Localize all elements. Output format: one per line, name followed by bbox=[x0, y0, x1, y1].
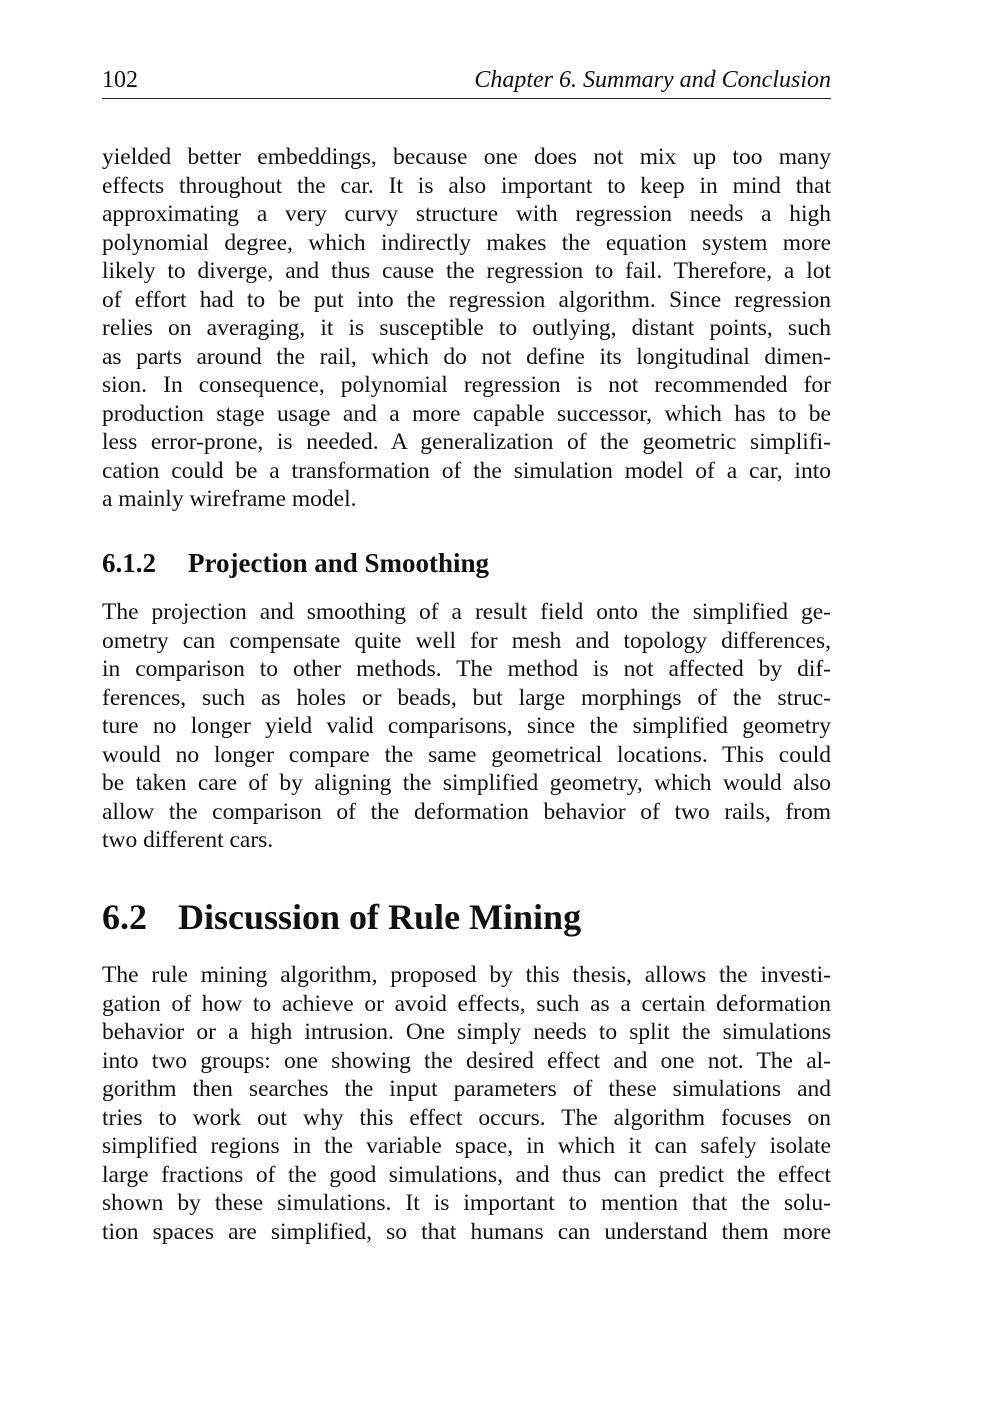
text-line: yielded better embeddings, because one does not mix up too many bbox=[102, 144, 831, 170]
section-heading-6-2 bbox=[102, 896, 581, 938]
text-line: cation could be a transformation of the simulation model of a car, into bbox=[102, 457, 831, 484]
text-line: a mainly wireframe model. bbox=[102, 486, 357, 512]
section-heading-6-1-2 bbox=[102, 548, 489, 579]
page-number: 102 bbox=[102, 67, 138, 93]
text-line: in comparison to other methods. The method is not affected by dif- bbox=[102, 656, 831, 682]
running-header bbox=[102, 64, 831, 99]
text-line: relies on averaging, it is susceptible to outlying, distant points, such bbox=[102, 315, 831, 341]
text-line: two different cars. bbox=[102, 827, 274, 853]
text-line: effects throughout the car. It is also important to keep in mind that bbox=[102, 172, 831, 199]
text-line: into two groups: one showing the desired effect and one not. The al- bbox=[102, 1047, 831, 1074]
section-number: 6.2 bbox=[102, 897, 147, 937]
text-line: would no longer compare the same geometrical locations. This could bbox=[102, 741, 831, 768]
text-line: approximating a very curvy structure with regression needs a high bbox=[102, 201, 831, 227]
section-title: Projection and Smoothing bbox=[188, 548, 490, 578]
text-line: The projection and smoothing of a result field onto the simplified ge- bbox=[102, 599, 831, 625]
text-line: behavior or a high intrusion. One simply needs to split the simulations bbox=[102, 1019, 831, 1045]
section-title: Discussion of Rule Mining bbox=[178, 897, 582, 937]
text-line: production stage usage and a more capable successor, which has to be bbox=[102, 400, 831, 427]
text-line: tries to work out why this effect occurs. The algorithm focuses on bbox=[102, 1104, 831, 1131]
text-line: as parts around the rail, which do not define its longitudinal dimen- bbox=[102, 343, 831, 370]
section-number: 6.1.2 bbox=[102, 548, 156, 578]
text-line: simplified regions in the variable space, in which it can safely isolate bbox=[102, 1133, 831, 1159]
paragraph-2 bbox=[102, 598, 831, 855]
text-line: large fractions of the good simulations, and thus can predict the effect bbox=[102, 1161, 831, 1188]
text-line: gorithm then searches the input parameters of these simulations and bbox=[102, 1076, 831, 1102]
text-line: less error-prone, is needed. A generalization of the geometric simplifi- bbox=[102, 429, 831, 455]
text-line: tion spaces are simplified, so that humans can understand them more bbox=[102, 1218, 831, 1245]
paragraph-3 bbox=[102, 961, 831, 1246]
text-line: ferences, such as holes or beads, but large morphings of the struc- bbox=[102, 684, 831, 711]
chapter-title: Chapter 6. Summary and Conclusion bbox=[474, 67, 831, 93]
text-line: sion. In consequence, polynomial regression is not recommended for bbox=[102, 372, 831, 398]
text-line: ture no longer yield valid comparisons, since the simplified geometry bbox=[102, 713, 831, 739]
text-line: polynomial degree, which indirectly makes the equation system more bbox=[102, 229, 831, 256]
paragraph-1 bbox=[102, 143, 831, 514]
text-line: be taken care of by aligning the simplified geometry, which would also bbox=[102, 770, 831, 796]
text-line: gation of how to achieve or avoid effects, such as a certain deformation bbox=[102, 990, 831, 1017]
text-line: allow the comparison of the deformation behavior of two rails, from bbox=[102, 798, 831, 825]
text-line: The rule mining algorithm, proposed by this thesis, allows the investi- bbox=[102, 962, 831, 988]
text-line: likely to diverge, and thus cause the regression to fail. Therefore, a lot bbox=[102, 258, 831, 284]
text-line: shown by these simulations. It is important to mention that the solu- bbox=[102, 1190, 831, 1216]
text-line: ometry can compensate quite well for mesh and topology differences, bbox=[102, 627, 831, 654]
text-line: of effort had to be put into the regression algorithm. Since regression bbox=[102, 286, 831, 313]
